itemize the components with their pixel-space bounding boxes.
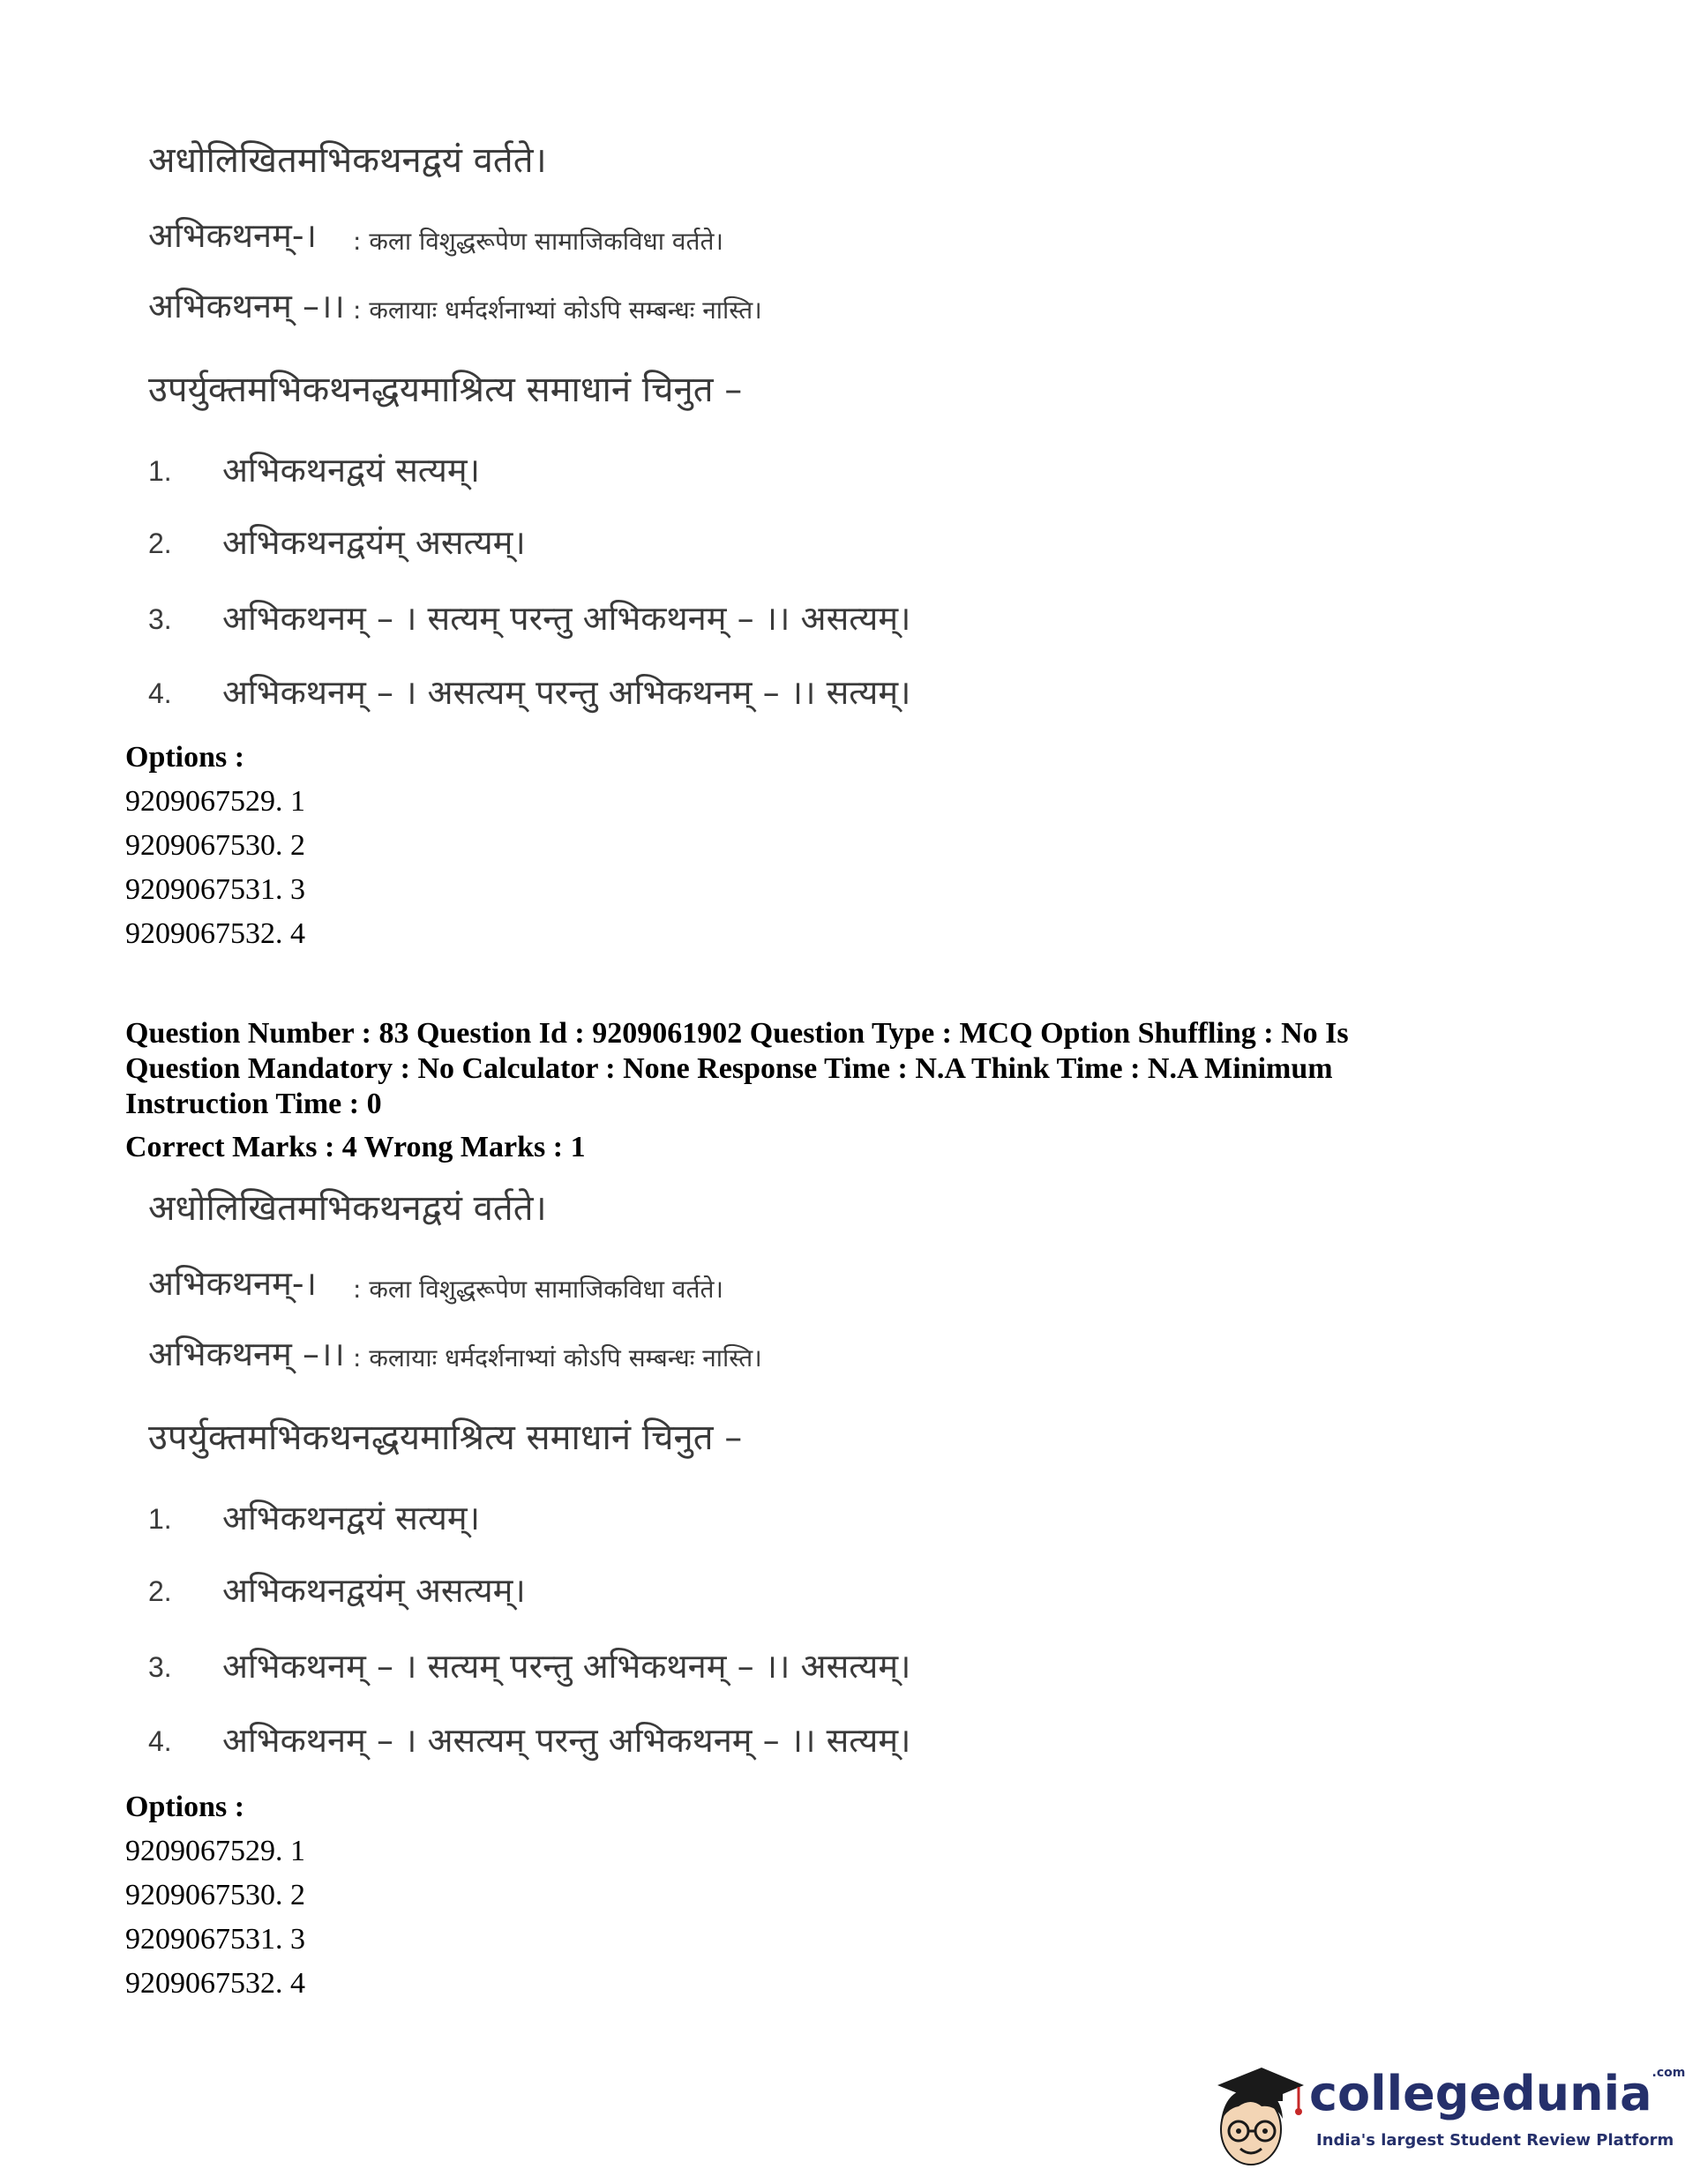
options-label: Options : [125, 1791, 245, 1823]
choice-3-text: अभिकथनम् – । सत्यम् परन्तु अभिकथनम् – ।। असत्यम्। [222, 599, 911, 638]
choice-2-number: 2. [148, 527, 172, 559]
marks-line: Correct Marks : 4 Wrong Marks : 1 [125, 1131, 586, 1163]
statement-1-label: अभिकथनम्-। [148, 1264, 317, 1303]
choice-4-text: अभिकथनम् – । असत्यम् परन्तु अभिकथनम् – ।। सत्यम्। [222, 1721, 911, 1760]
choice-3-number: 3. [148, 1651, 172, 1683]
choice-1-text: अभिकथनद्वयं सत्यम्। [222, 1499, 480, 1537]
choice-2-text: अभिकथनद्वयंम् असत्यम्। [222, 1571, 526, 1610]
choice-4-text: अभिकथनम् – । असत्यम् परन्तु अभिकथनम् – ।। सत्यम्। [222, 673, 911, 712]
option-id-1: 9209067529. 1 [125, 785, 305, 818]
options-label: Options : [125, 741, 245, 774]
choice-2-number: 2. [148, 1575, 172, 1607]
question-heading: अधोलिखितमभिकथनद्वयं वर्तते। [148, 140, 547, 181]
choice-4-number: 4. [148, 677, 172, 709]
option-id-2: 9209067530. 2 [125, 1879, 305, 1911]
option-id-3: 9209067531. 3 [125, 873, 305, 906]
statement-1-label: अभिकथनम्-। [148, 216, 317, 255]
logo-wordmark: collegedunia$^{.com}$ [1309, 2066, 1685, 2121]
choice-4-number: 4. [148, 1725, 172, 1757]
statement-2-label: अभिकथनम् –।। [148, 287, 345, 325]
mascot-icon [1200, 2055, 1314, 2179]
question-heading: अधोलिखितमभिकथनद्वयं वर्तते। [148, 1188, 547, 1229]
option-id-4: 9209067532. 4 [125, 1967, 305, 2000]
choice-3-number: 3. [148, 603, 172, 635]
statement-1-text: : कला विशुद्धरूपेण सामाजिकविधा वर्तते। [353, 227, 724, 256]
statement-2-label: अभिकथनम् –।। [148, 1335, 345, 1373]
statement-1-text: : कला विशुद्धरूपेण सामाजिकविधा वर्तते। [353, 1275, 724, 1304]
statement-2-text: : कलायाः धर्मदर्शनाभ्यां कोऽपि सम्बन्धः नास्ति। [353, 1343, 762, 1372]
question-metadata: Question Number : 83 Question Id : 9209061902 Question Type : MCQ Option Shuffling : No Is Question Mandatory : No Calculator : None Response Time : N.A Think Time : N.A Minimum Instruction Time : 0 [125, 1017, 1349, 1120]
question-prompt: उपर्युक्तमभिकथनद्धयमाश्रित्य समाधानं चिनुत – [148, 1417, 743, 1458]
collegedunia-logo [1200, 2055, 1685, 2179]
option-id-3: 9209067531. 3 [125, 1923, 305, 1956]
logo-suffix: .com [1651, 2066, 1685, 2080]
choice-3-text: अभिकथनम् – । सत्यम् परन्तु अभिकथनम् – ।। असत्यम्। [222, 1647, 911, 1686]
option-id-4: 9209067532. 4 [125, 917, 305, 950]
question-prompt: उपर्युक्तमभिकथनद्धयमाश्रित्य समाधानं चिनुत – [148, 370, 743, 410]
choice-2-text: अभिकथनद्वयंम् असत्यम्। [222, 523, 526, 562]
option-id-2: 9209067530. 2 [125, 829, 305, 862]
option-id-1: 9209067529. 1 [125, 1835, 305, 1867]
choice-1-number: 1. [148, 455, 172, 487]
statement-2-text: : कलायाः धर्मदर्शनाभ्यां कोऽपि सम्बन्धः नास्ति। [353, 295, 762, 325]
choice-1-text: अभिकथनद्वयं सत्यम्। [222, 451, 480, 490]
logo-tagline: India's largest Student Review Platform [1316, 2131, 1674, 2150]
choice-1-number: 1. [148, 1503, 172, 1535]
